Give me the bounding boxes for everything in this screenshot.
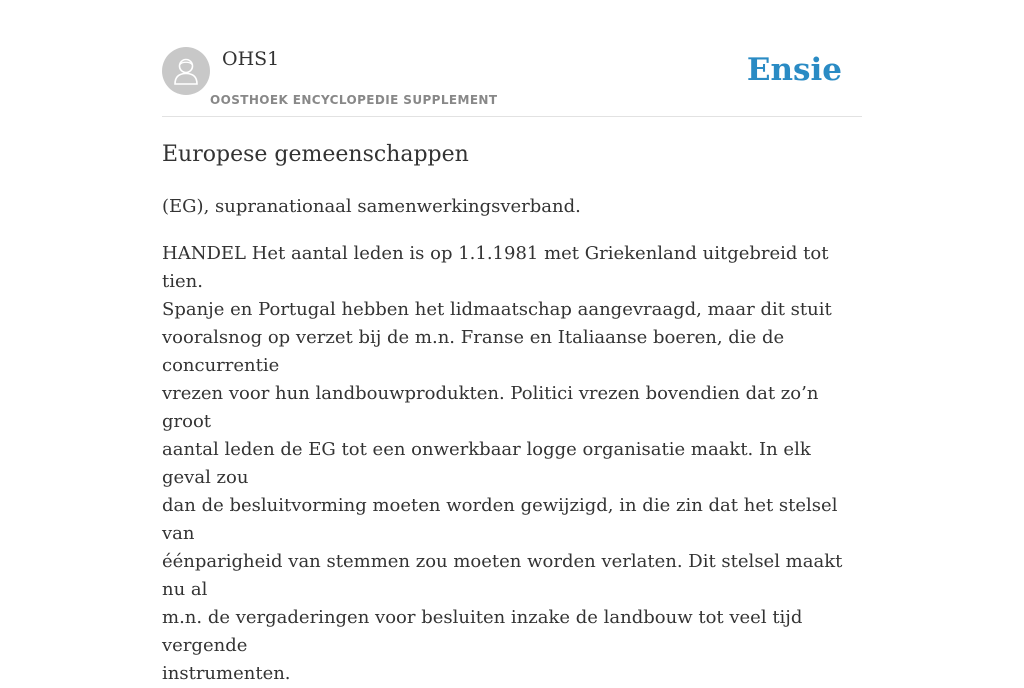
article-body [162,240,862,688]
body-line: aantal leden de EG tot een onwerkbaar logge organisatie maakt. In elk geval zou [162,439,811,488]
article-lead: (EG), supranationaal samenwerkingsverband. [162,196,581,217]
page-title: Europese gemeenschappen [162,142,469,167]
body-line: instrumenten. [162,663,291,684]
article-header [162,46,862,117]
body-line: HANDEL Het aantal leden is op 1.1.1981 met Griekenland uitgebreid tot tien. [162,243,829,292]
body-line: m.n. de vergaderingen voor besluiten inzake de landbouw tot veel tijd vergende [162,607,803,656]
body-line: vrezen voor hun landbouwprodukten. Politici vrezen bovendien dat zo’n groot [162,383,819,432]
body-line: dan de besluitvorming moeten worden gewijzigd, in die zin dat het stelsel van [162,495,838,544]
body-line: éénparigheid van stemmen zou moeten worden verlaten. Dit stelsel maakt nu al [162,551,843,600]
user-avatar-icon [172,56,200,86]
author-name[interactable]: OHS1 [222,48,280,70]
ensie-logo[interactable]: Ensie [746,52,842,88]
source-label[interactable]: OOSTHOEK ENCYCLOPEDIE SUPPLEMENT [210,93,498,107]
body-line: Spanje en Portugal hebben het lidmaatschap aangevraagd, maar dit stuit [162,299,832,320]
body-line: vooralsnog op verzet bij de m.n. Franse en Italiaanse boeren, die de concurrentie [162,327,785,376]
avatar[interactable] [162,47,210,95]
